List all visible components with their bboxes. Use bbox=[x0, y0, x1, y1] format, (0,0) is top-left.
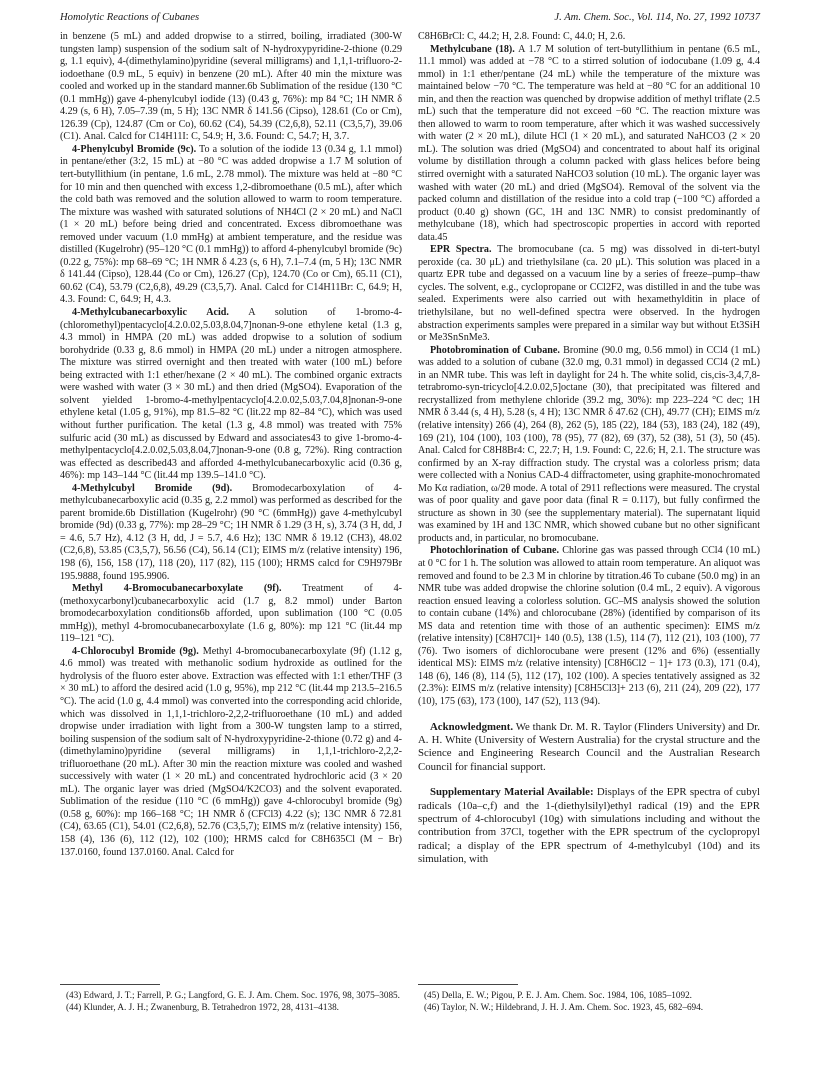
left-column bbox=[60, 31, 402, 859]
paragraph-text: in benzene (5 mL) and added dropwise to a stirred, boiling, irradiated (300-W tungsten lamp) suspension of the sodium salt of N-hydroxypyridine-2-thione (0.29 g, 1.1 equiv), 4-(dimethylamino)pyridine (several milligrams) and 1,1,1-trifluoro-2-iodoethane (0.9 mL, 5 equiv) in benzene (20 mL). After 40 min the mixture was cooled and worked up in the standard manner.6b Sublimation of the residue (130 °C (0.1 mmHg)) gave 4-phenylcubyl iodide (13) (0.43 g, 76%): mp 84 °C; 1H NMR δ 4.29 (s, 6 H), 7.05–7.39 (m, 5 H); 13C NMR δ 141.56 (Cipso), 128.61 (Co or Cm), 126.39 (Cp), 124.87 (Cm or Co), 60.62 (C4), 54.39 (C2,6,8), 52.11 (C3,5,7), 39.06 (C1). Anal. Calcd for C14H11I: C, 54.9; H, 3.6. Found: C, 54.7; H, 3.7. bbox=[60, 31, 402, 143]
section-title: 4-Chlorocubyl Bromide (9g). bbox=[72, 645, 199, 657]
section-title: Photochlorination of Cubane. bbox=[430, 545, 560, 557]
footnote-divider-left bbox=[60, 984, 160, 985]
paragraph-photochlorination bbox=[418, 545, 760, 708]
paragraph-text: C8H6BrCl: C, 44.2; H, 2.8. Found: C, 44.0; H, 2.6. bbox=[418, 31, 626, 42]
paragraph-methylcubanecarboxylic-acid bbox=[60, 307, 402, 483]
right-column bbox=[418, 31, 760, 877]
acknowledgment-text: We thank Dr. M. R. Taylor (Flinders University) and Dr. A. H. White (University of Western Australia) for the crystal structure and the Science and Engineering Research Council and the Australian Research Council for financial support. bbox=[418, 720, 761, 773]
paragraph-text: Bromodecarboxylation of 4-methylcubanecarboxylic acid (0.35 g, 2.2 mmol) was performed as described for the parent bromide.6b Distillation (Kugelrohr) (90 °C (6mmHg)) gave 4-methylcubyl bromide (9d) (0.33 g, 77%): mp 28–29 °C; 1H NMR δ 1.29 (3 H, s), 3.74 (3 H, dd, J = 4.6, 5.7 Hz), 4.12 (3 H, dd, J = 5.7, 4.6 Hz); 13C NMR δ 19.12 (CH3), 48.02 (C2,6,8), 53.85 (C3,5,7), 56.56 (C4), 56.14 (C1); EIMS m/z (relative intensity) 196, 198 (6), 156, 158 (17), 118 (20), 117 (82), 115 (100); HRMS calcd for C9H979Br 195.9888, found 195.9906. bbox=[60, 482, 402, 582]
paragraph-methylcubane bbox=[418, 44, 760, 245]
acknowledgment-title: Acknowledgment. bbox=[430, 720, 514, 733]
section-title: Photobromination of Cubane. bbox=[430, 344, 560, 356]
paragraph-text: Chlorine gas was passed through CCl4 (10 mL) at 0 °C for 1 h. The solution was allowed to attain room temperature. An aliquot was removed and found to be 2.3 M in chlorine by titration.46 To cubane (50.0 mg) in an NMR tube was added dropwise the chlorine solution (0.4 mL, 2 equiv). A vigorous reaction ensued leaving a colorless solution. GC–MS analysis showed the solution to contain cubane (14%) and chlorocubane (28%) (identified by comparison of its MS data and retention time with those of an authentic specimen): EIMS m/z (relative intensity) [C8H7Cl]+ 140 (0.5), 138 (1.5), 114 (7), 112 (21), 103 (100), 77 (76). Two isomers of dichlorocubane were present (12% and 6%) (essentially identical MS): EIMS m/z (relative intensity) [C8H6Cl2 − 1]+ 173 (0.3), 171 (0.4), 148 (6), 146 (8), 114 (5), 112 (17), 102 (100). A species tentatively assigned as 32 (2.3%): EIMS m/z (relative intensity) [C8H5Cl3]+ 213 (6), 211 (24), 209 (22), 177 (10), 175 (63), 173 (100), 147 (52), 113 (94). bbox=[418, 545, 760, 707]
paragraph-chlorocubyl-bromide bbox=[60, 646, 402, 859]
paragraph-phenylcubyl-bromide bbox=[60, 144, 402, 307]
running-head-title: Homolytic Reactions of Cubanes bbox=[60, 12, 200, 23]
section-title: Methyl 4-Bromocubanecarboxylate (9f). bbox=[72, 583, 282, 595]
section-title: 4-Methylcubanecarboxylic Acid. bbox=[72, 307, 229, 319]
footnotes-left bbox=[60, 990, 402, 1013]
section-title: 4-Methylcubyl Bromide (9d). bbox=[72, 482, 233, 494]
paragraph-text: Bromine (90.0 mg, 0.56 mmol) in CCl4 (1 mL) was added to a solution of cubane (32.0 mg, 0.31 mmol) in degassed CCl4 (2 mL) in an NMR tube. This was left in daylight for 24 h. The white solid, cis,cis-3,4,7,8-tetrabromo-syn-tricyclo[4.2.0.02,5]octane (30), that precipitated was filtered and recrystallized from methylene chloride (39.2 mg, 30%): mp 223–224 °C dec; 1H NMR δ 3.44 (s, 4 H), 5.28 (s, 4 H); 13C NMR δ 47.62 (CH), 49.77 (CH); EIMS m/z (relative intensity) 266 (4), 264 (8), 262 (5), 185 (22), 184 (53), 183 (24), 182 (49), 169 (21), 104 (100), 103 (100), 78 (95), 77 (82), 69 (37), 52 (38), 51 (3), 50 (45). Anal. Calcd for C8H8Br4: C, 22.7; H, 1.9. Found: C, 22.6; H, 2.1. The structure was confirmed by an X-ray diffraction study. The crystal was a colorless prism; data were collected with a Nonius CAD-4 diffractometer, using graphite-monochromated Mo Kα radiation, ω/2θ mode. A total of 2911 reflections were measured. The crystal was of poor quality and gave poor data (final R = 0.117), but fully confirmed the structure as shown in 30 (see the supplementary material). The supernatant liquid was examined by 1H and 13C NMR, which showed cubane but no other significant products and, in particular, no bromocubane. bbox=[418, 344, 760, 544]
footnote-44: (44) Klunder, A. J. H.; Zwanenburg, B. Tetrahedron 1972, 28, 4131–4138. bbox=[66, 1001, 339, 1012]
running-head bbox=[60, 10, 760, 26]
supplementary-paragraph bbox=[418, 786, 760, 866]
paragraph-text: To a solution of the iodide 13 (0.34 g, 1.1 mmol) in pentane/ether (3:2, 15 mL) at −80 °C was added dropwise a 1.7 M solution of tert-butyllithium (in pentane, 1.6 mL, 2.78 mmol). The mixture was held at −80 °C for 10 min and then quenched with excess 1,2-dibromoethane (0.5 mL), after which the cold bath was removed and the solution allowed to warm to room temperature. The mixture was washed with saturated solutions of NH4Cl (2 × 20 mL) and NaCl (1 × 20 mL) before being dried and concentrated. Excess dibromoethane was removed under vacuum (1.0 mmHg) at ambient temperature, and the residue was distilled (Kugelrohr) (95–120 °C (0.1 mmHg)) to afford 4-phenylcubyl bromide (9c) (0.22 g, 75%): mp 68–69 °C; 1H NMR δ 4.23 (s, 6 H), 7.1–7.4 (m, 5 H); 13C NMR δ 141.44 (Cipso), 128.44 (Co or Cm), 126.27 (Cp), 124.70 (Co or Cm), 65.11 (C1), 60.62 (C4), 53.79 (C2,6,8), 49.29 (C3,5,7). Anal. Calcd for C14H11Br: C, 64.9; H, 4.3. Found: C, 64.9; H, 4.3. bbox=[60, 143, 402, 306]
section-title: 4-Phenylcubyl Bromide (9c). bbox=[72, 143, 197, 155]
footnote-45: (45) Della, E. W.; Pigou, P. E. J. Am. Chem. Soc. 1984, 106, 1085–1092. bbox=[424, 990, 692, 1000]
footnote-43: (43) Edward, J. T.; Farrell, P. G.; Langford, G. E. J. Am. Chem. Soc. 1976, 98, 3075–3085. bbox=[66, 990, 400, 1000]
footnotes-right bbox=[418, 990, 760, 1013]
paragraph-text: The bromocubane (ca. 5 mg) was dissolved in di-tert-butyl peroxide (ca. 30 μL) and triethylsilane (ca. 20 μL). This solution was placed in a quartz EPR tube and degassed on a vacuum line by a series of freeze–pump–thaw cycles. The solvent, e.g., cyclopropane or CCl2F2, was distilled in and the tube was sealed. Experiments were also carried out with hexamethylditin in place of triethylsilane, but no well-defined spectra were observed. In the hydrogen abstraction experiments samples were prepared in a similar way but without Et3SiH or Me3SnSnMe3. bbox=[418, 244, 761, 344]
paragraph-text: Treatment of 4-(methoxycarbonyl)cubanecarboxylic acid (1.7 g, 8.2 mmol) under Barton bromodecarboxylation conditions6b afforded, upon sublimation (100 °C (0.05 mmHg)), methyl 4-bromocubanecarboxylate (1.6 g, 80%): mp 121 °C (lit.44 mp 119–121 °C). bbox=[60, 583, 403, 645]
paragraph-epr-spectra bbox=[418, 244, 760, 344]
paragraph-methylcubyl-bromide bbox=[60, 483, 402, 583]
paragraph-anal-continuation bbox=[418, 31, 760, 44]
acknowledgment-paragraph bbox=[418, 721, 760, 775]
section-title: Methylcubane (18). bbox=[430, 43, 515, 55]
running-head-citation: J. Am. Chem. Soc., Vol. 114, No. 27, 1992 10737 bbox=[554, 12, 760, 23]
supplementary-text: Displays of the EPR spectra of cubyl radicals (10a–c,f) and the 1-(diethylsilyl)ethyl radical (19) and the EPR spectrum of 4-chlorocubyl (10g) with simulations including and without the contribution from 37Cl, together with the EPR spectrum of the cyclopropyl radical; a display of the EPR spectrum of 4-methylcubyl (10d) and its simulation, with bbox=[418, 786, 760, 866]
paragraph-photobromination bbox=[418, 345, 760, 546]
paragraph-iodide-prep bbox=[60, 31, 402, 144]
paragraph-methyl-bromocubanecarboxylate bbox=[60, 583, 402, 646]
footnote-divider-right bbox=[418, 984, 518, 985]
paragraph-text: A solution of 1-bromo-4-(chloromethyl)pentacyclo[4.2.0.02,5.03,8.04,7]nonan-9-one ethylene ketal (1.3 g, 4.3 mmol) in HMPA (20 mL) was added dropwise to a solution of sodium borohydride (0.33 g, 8.6 mmol) in HMPA (20 mL) under a nitrogen atmosphere. The mixture was stirred overnight and then treated with water (100 mL) before being extracted with 1:1 ether/hexane (2 × 40 mL). The combined organic extracts were washed with water (3 × 30 mL) and then dried (MgSO4). Evaporation of the solvent yielded 1-bromo-4-methylpentacyclo[4.2.0.02,5.03,7.04,8]nonan-9-one ethylene ketal (1.05 g, 91%), mp 81.5–82 °C (lit.22 mp 82–84 °C), which was used without further purification. The ketal (1.3 g, 4.8 mmol) was treated with 75% sulfuric acid (30 mL) as discussed by Edward and associates43 to give 1-bromo-4-methylpentacyclo[4.2.0.02,5.03,8.04,7]nonan-9-one (0.8 g, 72%). Ring contraction was effected as described43 and afforded 4-methylcubanecarboxylic acid (0.36 g, 46%): mp 143–144 °C (lit.44 mp 139.5–141.0 °C). bbox=[60, 307, 402, 482]
paragraph-text: Methyl 4-bromocubanecarboxylate (9f) (1.12 g, 4.6 mmol) was treated with methanolic sodium hydroxide as outlined for the hydrolysis of the fluoro ester above. Extraction was effected with 1:1 ether/THF (3 × 30 mL) to afford the desired acid (1.0 g, 95%), mp 212 °C (lit.44 mp 213.5–216.5 °C). The acid (1.0 g, 4.4 mmol) was converted into the corresponding acid chloride, which was dissolved in 1,1,1-trichloro-2,2,2-trifluoroethane (10 mL) and added dropwise under irradiation with light from a 300-W tungsten lamp to a stirred, boiling suspension of the sodium salt of N-hydroxypyridine-2-thione (0.72 g) and 4-(dimethylamino)pyridine (several milligrams) in 1,1,1-trichloro-2,2,2-trifluoroethane (20 mL). After 30 min the reaction mixture was cooled and washed successively with water (1 × 20 mL) and concentrated hydrochloric acid (3 × 20 mL). The organic layer was dried (MgSO4/K2CO3) and the solvent evaporated. Sublimation of the residue (110 °C (6 mmHg)) gave 4-chlorocubyl bromide (9g) (0.58 g, 60%): mp 166–168 °C; 1H NMR δ (CFCl3) 4.22 (s); 13C NMR δ 72.81 (C4), 63.65 (C1), 54.01 (C2,6,8), 52.76 (C3,5,7); EIMS m/z (relative intensity) 156, 158 (4), 136 (6), 112 (12), 102 (100); HRMS calcd for C8H635Cl (M − Br) 137.0160, found 137.0160. Anal. Calcd for bbox=[60, 645, 402, 858]
paragraph-text: A 1.7 M solution of tert-butyllithium in pentane (6.5 mL, 11.1 mmol) was added at −78 °C to a stirred solution of iodocubane (1.09 g, 4.4 mmol) in 1:1 ether/pentane (24 mL) while the temperature of the mixture was maintained below −70 °C. The temperature was held at −80 °C for an additional 10 min, and then the reaction was quenched by dropwise addition of methyl triflate (2.5 mL) such that the temperature did not exceed −60 °C. The reaction mixture was then allowed to warm to room temperature, after which it was washed successively with water (2 × 20 mL), dilute HCl (1 × 20 mL), and saturated NaHCO3 (2 × 20 mL). The solution was dried (MgSO4) and concentrated to about half its original volume by distillation through a column packed with glass helices before being stirred overnight with a saturated NaHCO3 solution (10 mL). The organic layer was washed with water (20 mL) and dried (MgSO4). Removal of the solvent via the packed column and distillation of the residue into a cold trap (−100 °C) afforded a product (0.40 g) shown (GC, 1H and 13C NMR) to consist predominantly of methylcubane (18), which had spectroscopic properties in accord with reported data.45 bbox=[418, 43, 761, 243]
section-title: EPR Spectra. bbox=[430, 244, 492, 256]
footnote-46: (46) Taylor, N. W.; Hildebrand, J. H. J. Am. Chem. Soc. 1923, 45, 682–694. bbox=[424, 1001, 704, 1012]
supplementary-title: Supplementary Material Available: bbox=[430, 786, 594, 799]
